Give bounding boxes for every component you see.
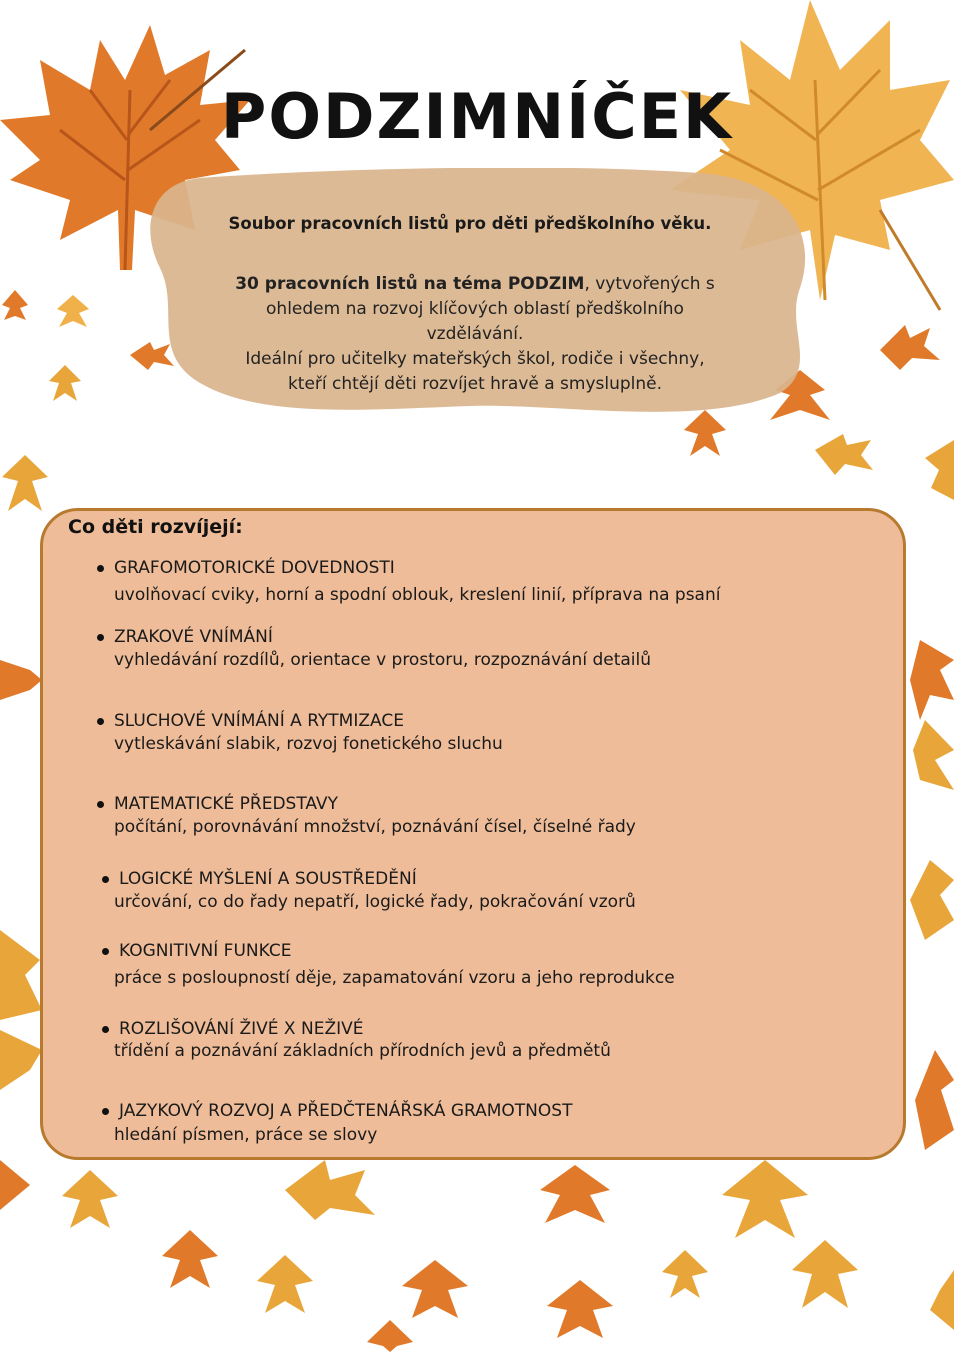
item-description: uvolňovací cviky, horní a spodní oblouk, kreslení linií, příprava na psaní: [114, 585, 721, 605]
small-leaf-20: [285, 1160, 375, 1220]
bullet: [102, 1108, 109, 1115]
item-heading: GRAFOMOTORICKÉ DOVEDNOSTI: [114, 558, 395, 578]
section-title: Co děti rozvíjejí:: [68, 516, 243, 538]
bullet: [97, 565, 104, 572]
small-leaf-28: [790, 1240, 860, 1310]
item-description: vytleskávání slabik, rozvoj fonetického sluchu: [114, 734, 503, 754]
item-heading: LOGICKÉ MYŠLENÍ A SOUSTŘEDĚNÍ: [119, 869, 417, 889]
small-leaf-1: [0, 290, 30, 330]
small-leaf-11: [0, 650, 42, 710]
item-heading: ZRAKOVÉ VNÍMÁNÍ: [114, 627, 273, 647]
bullet: [102, 1026, 109, 1033]
intro-line-5: kteří chtějí děti rozvíjet hravě a smysluplně.: [287, 374, 663, 394]
small-leaf-26: [545, 1280, 615, 1340]
small-leaf-24: [255, 1255, 315, 1315]
small-leaf-13: [905, 720, 954, 800]
page-title: PODZIMNÍČEK: [220, 80, 734, 153]
small-leaf-14: [905, 860, 954, 940]
subtitle: Soubor pracovních listů pro děti předškolního věku.: [228, 214, 712, 233]
small-leaf-15: [0, 930, 42, 1020]
intro-line-4: Ideální pro učitelky mateřských škol, rodiče i všechny,: [245, 349, 705, 369]
item-description: práce s posloupností děje, zapamatování vzoru a jeho reprodukce: [114, 968, 675, 988]
item-heading: ROZLIŠOVÁNÍ ŽIVÉ X NEŽIVÉ: [119, 1019, 364, 1039]
intro-line-1-rest: , vytvořených s: [584, 274, 715, 294]
bullet: [102, 948, 109, 955]
item-description: třídění a poznávání základních přírodních jevů a předmětů: [114, 1041, 611, 1061]
small-leaf-12: [900, 640, 954, 720]
item-description: vyhledávání rozdílů, orientace v prostoru, rozpoznávání detailů: [114, 650, 652, 670]
item-description: počítání, porovnávání množství, poznávání čísel, číselné řady: [114, 817, 636, 837]
bullet: [102, 876, 109, 883]
small-leaf-17: [905, 1050, 954, 1150]
bullet: [97, 634, 104, 641]
small-leaf-30: [365, 1320, 415, 1352]
small-leaf-19: [60, 1170, 120, 1230]
small-leaf-5: [880, 320, 940, 370]
bullet: [97, 718, 104, 725]
small-leaf-25: [400, 1260, 470, 1320]
item-description: určování, co do řady nepatří, logické řady, pokračování vzorů: [114, 892, 636, 912]
intro-line-1: [215, 272, 735, 297]
intro-bold: 30 pracovních listů na téma PODZIM: [235, 274, 585, 294]
item-heading: SLUCHOVÉ VNÍMÁNÍ A RYTMIZACE: [114, 711, 404, 731]
item-heading: KOGNITIVNÍ FUNKCE: [119, 941, 292, 961]
small-leaf-23: [160, 1230, 220, 1290]
small-leaf-21: [535, 1165, 615, 1225]
small-leaf-18: [0, 1160, 30, 1210]
small-leaf-4: [45, 365, 85, 405]
small-leaf-8: [815, 430, 875, 475]
small-leaf-22: [720, 1160, 810, 1240]
small-leaf-27: [660, 1250, 710, 1300]
intro-text: [215, 272, 735, 397]
small-leaf-16: [0, 1030, 42, 1090]
intro-line-2: ohledem na rozvoj klíčových oblastí předškolního: [266, 299, 684, 319]
small-leaf-10: [925, 440, 954, 500]
small-leaf-29: [930, 1270, 954, 1330]
intro-line-3: vzdělávání.: [426, 324, 524, 344]
bullet: [97, 801, 104, 808]
item-description: hledání písmen, práce se slovy: [114, 1125, 378, 1145]
item-heading: JAZYKOVÝ ROZVOJ A PŘEDČTENÁŘSKÁ GRAMOTNOST: [119, 1101, 573, 1121]
small-leaf-9: [0, 455, 50, 515]
small-leaf-2: [55, 295, 91, 331]
item-heading: MATEMATICKÉ PŘEDSTAVY: [114, 794, 338, 814]
